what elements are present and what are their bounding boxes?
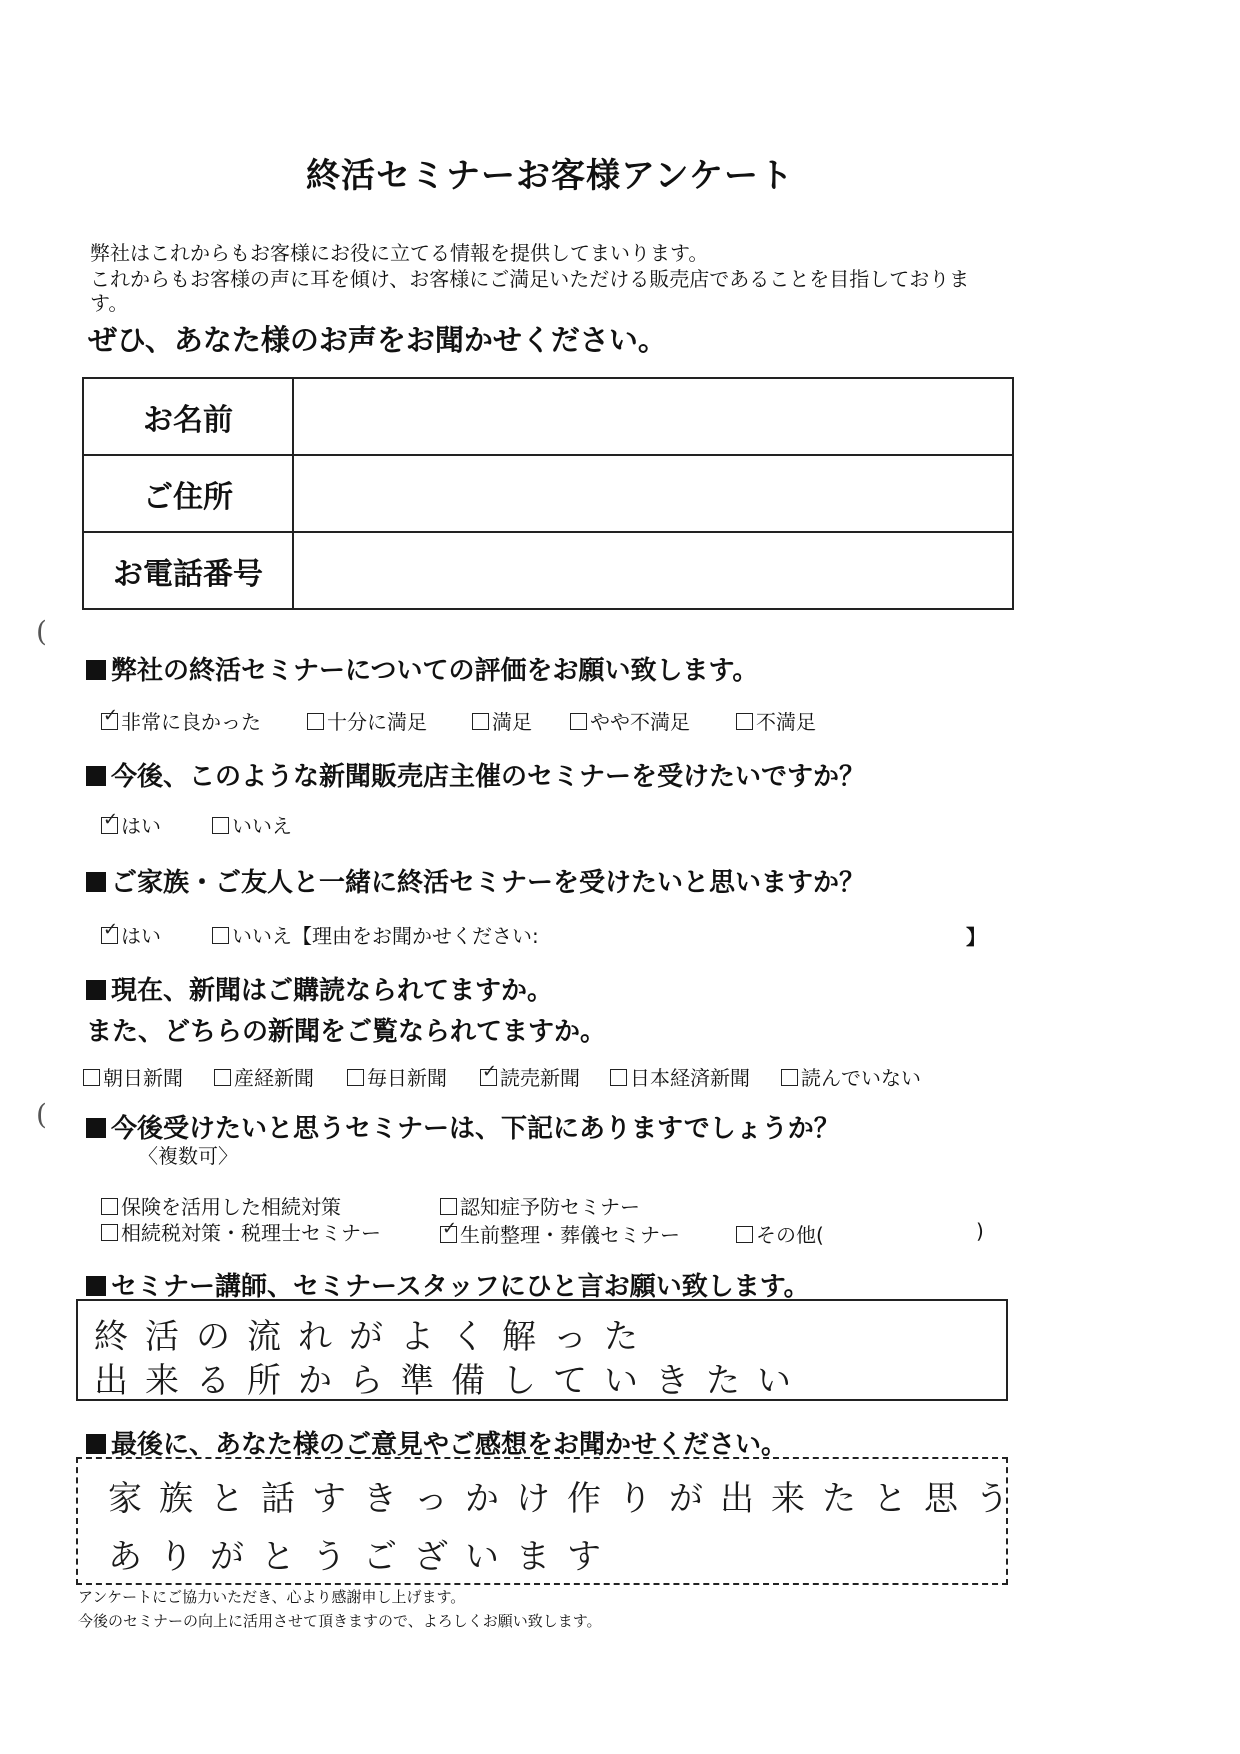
option-label: 毎日新聞 <box>367 1066 447 1090</box>
q4-option[interactable] <box>480 1062 580 1091</box>
question-4-line-1: 現在、新聞はご購読なられてますか。 <box>111 976 554 1006</box>
question-3 <box>86 862 865 899</box>
question-7-text: 最後に、あなた様のご意見やご感想をお聞かせください。 <box>111 1430 788 1460</box>
checkbox-icon[interactable] <box>214 1069 231 1086</box>
handwritten-answer-line: 終活の流れがよく解った <box>94 1317 655 1357</box>
multiple-choice-note: 〈複数可〉 <box>138 1144 238 1168</box>
q5-option[interactable] <box>101 1191 341 1220</box>
checkbox-icon[interactable] <box>610 1069 627 1086</box>
question-5-text: 今後受けたいと思うセミナーは、下記にありますでしょうか？ <box>111 1114 840 1144</box>
square-bullet-icon <box>86 980 106 1000</box>
square-bullet-icon <box>86 660 106 680</box>
square-bullet-icon <box>86 1118 106 1138</box>
question-7 <box>86 1424 787 1461</box>
question-1-text: 弊社の終活セミナーについての評価をお願い致します。 <box>111 656 759 686</box>
option-label: 不満足 <box>756 710 816 734</box>
q4-option[interactable] <box>347 1062 447 1091</box>
option-label: その他( <box>756 1223 824 1247</box>
q3-option[interactable] <box>212 920 539 949</box>
checkbox-icon[interactable] <box>736 1226 753 1243</box>
q1-option[interactable] <box>307 706 427 735</box>
q1-option[interactable] <box>570 706 690 735</box>
intro-line: これからもお客様の声に耳を傾け、お客様にご満足いただける販売店であることを目指しておりま <box>90 267 970 291</box>
option-label: 満足 <box>492 710 532 734</box>
option-label: 非常に良かった <box>121 710 261 734</box>
checkbox-icon[interactable] <box>480 1069 497 1086</box>
q2-option[interactable] <box>101 810 161 839</box>
handwritten-answer-line: 出来る所から準備していきたい <box>94 1361 808 1401</box>
q5-option[interactable] <box>440 1191 640 1220</box>
q5-option[interactable] <box>736 1219 824 1248</box>
checkbox-icon[interactable] <box>736 713 753 730</box>
page-title: 終活セミナーお客様アンケート <box>306 156 794 196</box>
square-bullet-icon <box>86 1434 106 1454</box>
option-label: 朝日新聞 <box>103 1066 183 1090</box>
question-6-text: セミナー講師、セミナースタッフにひと言お願い致します。 <box>111 1272 810 1302</box>
question-2 <box>86 756 865 793</box>
checkbox-icon[interactable] <box>83 1069 100 1086</box>
q4-option[interactable] <box>83 1062 183 1091</box>
other-close-paren: ) <box>976 1219 984 1243</box>
staff-comment-box[interactable] <box>76 1299 1008 1401</box>
question-6 <box>86 1266 810 1303</box>
name-label: お名前 <box>83 378 293 455</box>
question-4-line-2: また、どちらの新聞をご覧なられてますか。 <box>86 1017 607 1047</box>
square-bullet-icon <box>86 766 106 786</box>
q5-option[interactable] <box>101 1217 381 1246</box>
option-label: 相続税対策・税理士セミナー <box>121 1221 381 1245</box>
q4-option[interactable] <box>610 1062 750 1091</box>
footer-line: 今後のセミナーの向上に活用させて頂きますので、よろしくお願い致します。 <box>78 1612 602 1630</box>
option-label: はい <box>121 814 161 838</box>
q4-option[interactable] <box>781 1062 921 1091</box>
intro-line: す。 <box>90 291 129 315</box>
q5-option[interactable] <box>440 1219 680 1248</box>
q1-option[interactable] <box>101 706 261 735</box>
question-2-text: 今後、このような新聞販売店主催のセミナーを受けたいですか？ <box>111 762 866 792</box>
checkbox-icon[interactable] <box>440 1226 457 1243</box>
question-3-text: ご家族・ご友人と一緒に終活セミナーを受けたいと思いますか？ <box>111 868 866 898</box>
square-bullet-icon <box>86 872 106 892</box>
checkbox-icon[interactable] <box>101 927 118 944</box>
checkbox-icon[interactable] <box>570 713 587 730</box>
option-label: 読売新聞 <box>500 1066 580 1090</box>
binder-hole-mark: ( <box>36 615 47 648</box>
phone-label: お電話番号 <box>83 532 293 609</box>
option-label: 十分に満足 <box>327 710 427 734</box>
option-label: 日本経済新聞 <box>630 1066 750 1090</box>
checkbox-icon[interactable] <box>212 927 229 944</box>
checkbox-icon[interactable] <box>472 713 489 730</box>
q2-option[interactable] <box>212 810 292 839</box>
binder-hole-mark: ( <box>36 1098 47 1131</box>
option-label: いいえ <box>232 814 292 838</box>
q1-option[interactable] <box>472 706 532 735</box>
reason-close-bracket: 】 <box>966 925 986 949</box>
square-bullet-icon <box>86 1276 106 1296</box>
option-label: 読んでいない <box>801 1066 921 1090</box>
checkbox-icon[interactable] <box>101 1224 118 1241</box>
option-label: 保険を活用した相続対策 <box>121 1195 341 1219</box>
handwritten-answer-line: ありがとうございます <box>108 1537 618 1577</box>
handwritten-answer-line: 家族と話すきっかけ作りが出来たと思う <box>108 1479 1026 1519</box>
checkbox-icon[interactable] <box>347 1069 364 1086</box>
lead-text: ぜひ、あなた様のお声をお聞かせください。 <box>88 323 667 357</box>
option-label: 生前整理・葬儀セミナー <box>460 1223 680 1247</box>
option-label: いいえ【理由をお聞かせください: <box>232 924 539 948</box>
question-1 <box>86 650 758 687</box>
q4-option[interactable] <box>214 1062 314 1091</box>
option-label: 認知症予防セミナー <box>460 1195 640 1219</box>
checkbox-icon[interactable] <box>101 817 118 834</box>
checkbox-icon[interactable] <box>781 1069 798 1086</box>
customer-info-table <box>82 377 1014 610</box>
q3-option[interactable] <box>101 920 161 949</box>
checkbox-icon[interactable] <box>440 1198 457 1215</box>
name-field[interactable] <box>293 378 1013 455</box>
intro-line: 弊社はこれからもお客様にお役に立てる情報を提供してまいります。 <box>90 241 709 265</box>
footer-line: アンケートにご協力いただき、心より感謝申し上げます。 <box>78 1588 466 1606</box>
checkbox-icon[interactable] <box>212 817 229 834</box>
address-label: ご住所 <box>83 455 293 532</box>
checkbox-icon[interactable] <box>307 713 324 730</box>
address-field[interactable] <box>293 455 1013 532</box>
feedback-comment-box[interactable] <box>76 1457 1026 1585</box>
checkbox-icon[interactable] <box>101 1198 118 1215</box>
option-label: 産経新聞 <box>234 1066 314 1090</box>
phone-field[interactable] <box>293 532 1013 609</box>
question-4 <box>86 970 606 1048</box>
q1-option[interactable] <box>736 706 816 735</box>
option-label: やや不満足 <box>590 710 690 734</box>
checkbox-icon[interactable] <box>101 713 118 730</box>
option-label: はい <box>121 924 161 948</box>
